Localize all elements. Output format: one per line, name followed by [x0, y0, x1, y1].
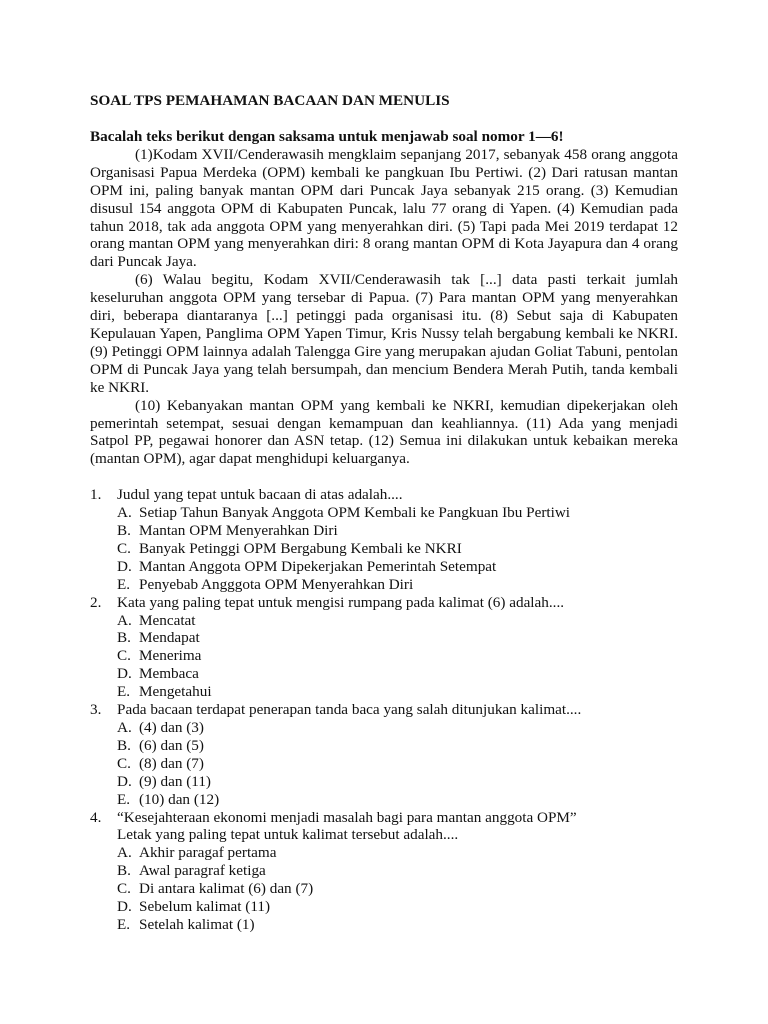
option-item	[117, 737, 678, 755]
option-item	[117, 898, 678, 916]
reading-passage	[90, 146, 678, 468]
option-text: Setelah kalimat (1)	[139, 915, 255, 933]
option-letter: E.	[117, 683, 131, 701]
option-item	[117, 612, 678, 630]
option-item	[117, 629, 678, 647]
passage-paragraph-3: (10) Kebanyakan mantan OPM yang kembali ke NKRI, kemudian dipekerjakan oleh pemerintah setempat, sesuai dengan kemampuan dan keahliannya. (11) Ada yang menjadi Satpol PP, pegawai honorer dan ASN tetap. (12) Semua ini dilakukan untuk kebaikan mereka (mantan OPM), agar dapat menghidupi keluarganya.	[90, 396, 678, 468]
option-text: Banyak Petinggi OPM Bergabung Kembali ke NKRI	[139, 539, 462, 557]
option-letter: E.	[117, 575, 131, 593]
question-1	[90, 486, 678, 593]
option-letter: A.	[117, 719, 132, 736]
option-item	[117, 647, 678, 665]
option-item	[117, 916, 678, 934]
question-prompt: Pada bacaan terdapat penerapan tanda baca yang salah ditunjukan kalimat....	[117, 701, 582, 719]
option-text: (9) dan (11)	[139, 772, 211, 790]
document-content	[90, 92, 678, 934]
option-item	[117, 576, 678, 594]
option-letter: D.	[117, 665, 132, 683]
option-text: Awal paragraf ketiga	[139, 862, 266, 880]
option-list	[117, 612, 678, 702]
option-item	[117, 558, 678, 576]
option-list	[117, 504, 678, 594]
option-letter: C.	[117, 647, 131, 665]
option-item	[117, 844, 678, 862]
option-item	[117, 880, 678, 898]
option-letter: A.	[117, 611, 132, 629]
option-item	[117, 719, 678, 737]
option-text: Di antara kalimat (6) dan (7)	[139, 880, 314, 898]
option-text: Membaca	[139, 665, 199, 683]
option-text: Akhir paragaf pertama	[139, 844, 277, 862]
option-text: Mantan Anggota OPM Dipekerjakan Pemerintah Setempat	[139, 557, 497, 575]
reading-instruction: Bacalah teks berikut dengan saksama untuk menjawab soal nomor 1—6!	[90, 128, 564, 145]
option-item	[117, 665, 678, 683]
option-text: Mantan OPM Menyerahkan Diri	[139, 522, 338, 540]
option-text: (6) dan (5)	[139, 736, 204, 754]
option-text: Menerima	[139, 647, 202, 665]
option-text: Mengetahui	[139, 683, 212, 701]
option-text: Mendapat	[139, 629, 200, 647]
option-letter: B.	[117, 629, 131, 647]
question-number: 1.	[90, 486, 102, 504]
option-letter: A.	[117, 844, 132, 862]
option-letter: E.	[117, 790, 131, 808]
option-text: (8) dan (7)	[139, 754, 204, 772]
question-2	[90, 594, 678, 701]
option-text: Mencatat	[139, 611, 196, 629]
option-item	[117, 683, 678, 701]
document-title: SOAL TPS PEMAHAMAN BACAAN DAN MENULIS	[90, 92, 450, 109]
option-item	[117, 773, 678, 791]
question-3	[90, 701, 678, 808]
question-number: 3.	[90, 701, 102, 719]
option-list	[117, 719, 678, 809]
option-item	[117, 540, 678, 558]
option-text: Setiap Tahun Banyak Anggota OPM Kembali ke Pangkuan Ibu Pertiwi	[139, 504, 571, 522]
question-number: 4.	[90, 808, 102, 826]
option-item	[117, 522, 678, 540]
option-letter: B.	[117, 522, 131, 540]
passage-paragraph-1: (1)Kodam XVII/Cenderawasih mengklaim sepanjang 2017, sebanyak 458 orang anggota Organisasi Papua Merdeka (OPM) kembali ke pangkuan Ibu Pertiwi. (2) Dari ratusan mantan OPM ini, paling banyak mantan OPM dari Puncak Jaya sebanyak 215 orang. (3) Kemudian disusul 154 anggota OPM di Kabupaten Puncak, lalu 77 orang di Yapen. (4) Kemudian pada tahun 2018, tak ada anggota OPM yang menyerahkan diri. (5) Tapi pada Mei 2019 terdapat 12 orang mantan OPM yang menyerahkan diri: 8 orang mantan OPM di Kota Jayapura dan 4 orang dari Puncak Jaya.	[90, 145, 678, 271]
option-letter: B.	[117, 736, 131, 754]
option-item	[117, 504, 678, 522]
option-letter: E.	[117, 915, 131, 933]
option-letter: D.	[117, 557, 132, 575]
option-item	[117, 862, 678, 880]
option-letter: D.	[117, 898, 132, 916]
option-letter: C.	[117, 754, 131, 772]
question-prompt: Judul yang tepat untuk bacaan di atas adalah....	[117, 486, 403, 504]
option-letter: D.	[117, 772, 132, 790]
option-letter: C.	[117, 880, 131, 898]
option-text: (10) dan (12)	[139, 790, 220, 808]
option-letter: B.	[117, 862, 131, 880]
question-4	[90, 809, 678, 934]
passage-paragraph-2: (6) Walau begitu, Kodam XVII/Cenderawasih tak [...] data pasti terkait jumlah keseluruhan anggota OPM yang tersebar di Papua. (7) Para mantan OPM yang menyerahkan diri, beberapa diantaranya [...] petinggi pada organisasi itu. (8) Sebut saja di Kabupaten Kepulauan Yapen, Panglima OPM Yapen Timur, Kris Nussy telah bergabung kembali ke NKRI. (9) Petinggi OPM lainnya adalah Talengga Gire yang merupakan ajudan Goliat Tabuni, pentolan OPM di Puncak Jaya yang telah bersumpah, dan mencium Bendera Merah Putih, tanda kembali ke NKRI.	[90, 271, 678, 396]
option-text: Sebelum kalimat (11)	[139, 898, 271, 916]
option-list	[117, 844, 678, 934]
option-text: Penyebab Angggota OPM Menyerahkan Diri	[139, 575, 414, 593]
option-letter: C.	[117, 539, 131, 557]
option-item	[117, 755, 678, 773]
question-prompt: Kata yang paling tepat untuk mengisi rumpang pada kalimat (6) adalah....	[117, 593, 565, 611]
question-list	[90, 486, 678, 934]
question-prompt: “Kesejahteraan ekonomi menjadi masalah bagi para mantan anggota OPM”	[117, 808, 577, 826]
option-letter: A.	[117, 504, 132, 522]
option-text: (4) dan (3)	[139, 719, 204, 736]
question-prompt-followup: Letak yang paling tepat untuk kalimat tersebut adalah....	[117, 826, 459, 844]
option-item	[117, 791, 678, 809]
question-number: 2.	[90, 593, 102, 611]
